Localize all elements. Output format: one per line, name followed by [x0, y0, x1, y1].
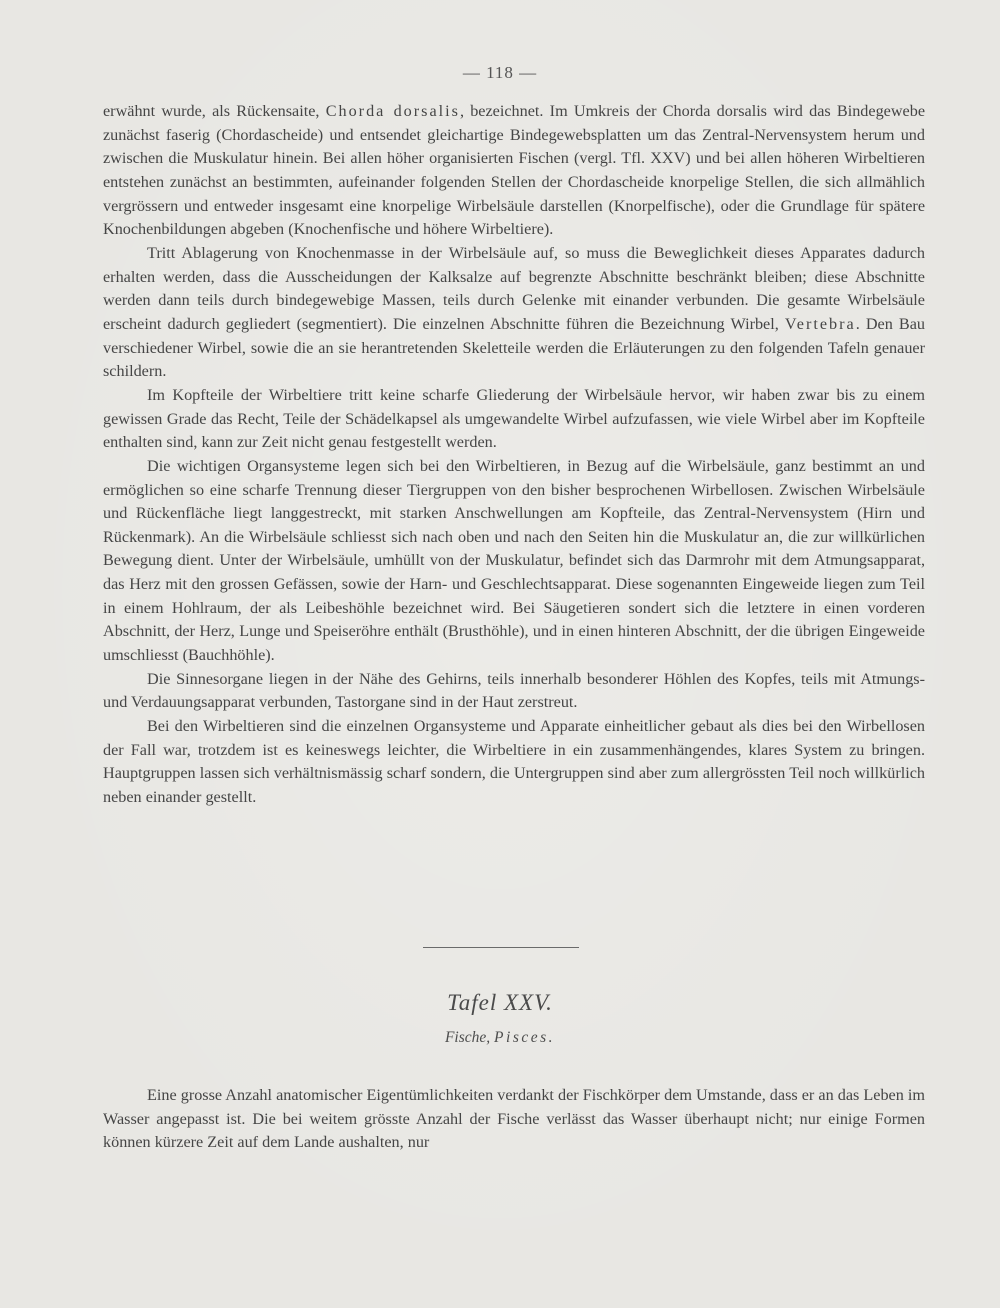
paragraph-chorda: [103, 100, 925, 242]
term-chorda-dorsalis: Chorda dorsalis: [325, 102, 460, 120]
paragraph-1-text-a: erwähnt wurde, als Rückensaite,: [103, 102, 326, 120]
section-body-text: [103, 1084, 925, 1155]
paragraph-4-text: Die wichtigen Organsysteme legen sich bei den Wirbeltieren, in Bezug auf die Wirbelsäule, ganz bestimmt an und ermöglichen so eine scharfe Trennung dieser Tiergruppen von den bisher besprochenen Wirbellosen. Zwischen Wirbelsäule und Rückenfläche liegt langgestreckt, mit starken Anschwellungen am Kopfteile, das Zentral-Nervensystem (Hirn und Rückenmark). An die Wirbelsäule schliesst sich nach oben und nach den Seiten hin die Muskulatur an, die zur willkürlichen Bewegung dient. Unter der Wirbelsäule, umhüllt von der Muskulatur, befindet sich das Darmrohr mit dem Atmungsapparat, das Herz mit den grossen Gefässen, sowie der Harn- und Geschlechtsapparat. Diese sogenannten Eingeweide liegen zum Teil in einem Hohlraum, der als Leibeshöhle bezeichnet wird. Bei Säugetieren sondert sich die letztere in einen vorderen Abschnitt, der Herz, Lunge und Speiseröhre enthält (Brusthöhle), und in einen hinteren Abschnitt, der die übrigen Eingeweide umschliesst (Bauchhöhle).: [103, 456, 925, 665]
paragraph-2-text-a: Tritt Ablagerung von Knochenmasse in der Wirbelsäule auf, so muss die Beweglichkeit dieses Apparates dadurch erhalten werden, dass die Ausscheidungen der Kalksalze auf begrenzte Abschnitte beschränkt bleiben; diese Abschnitte werden dann teils durch bindegewebige Massen, teils durch Gelenke mit einander verbunden. Die gesamte Wirbelsäule erscheint dadurch gegliedert (segmentiert). Die einzelnen Abschnitte führen die Bezeichnung Wirbel,: [103, 243, 925, 333]
section-subtitle-prefix: Fische,: [444, 1029, 495, 1046]
section-divider: [423, 947, 579, 948]
section-subtitle-latin: Pisces.: [494, 1029, 556, 1046]
paragraph-1-text-b: , bezeichnet. Im Umkreis der Chorda dorsalis wird das Bindegewebe zunächst faserig (Chordascheide) und entsendet gleichartige Bindegewebsplatten um das Zentral-Nervensystem herum und zwischen die Muskulatur hinein. Bei allen höher organisierten Fischen (vergl. Tfl. XXV) und bei allen höheren Wirbeltieren entstehen zunächst an bestimmten, aufeinander folgenden Stellen der Chordascheide knorpelige Stellen, die sich allmählich vergrössern und entweder insgesamt eine knorpelige Wirbelsäule darstellen (Knorpelfische), oder die Grundlage für spätere Knochenbildungen abgeben (Knochenfische und höhere Wirbeltiere).: [103, 102, 926, 239]
section-paragraph: Eine grosse Anzahl anatomischer Eigentümlichkeiten verdankt der Fischkörper dem Umstande, dass er an das Leben im Wasser angepasst ist. Die bei weitem grösste Anzahl der Fische verlässt das Wasser überhaupt nicht; nur einige Formen können kürzere Zeit auf dem Lande aushalten, nur: [103, 1086, 925, 1152]
page-number: — 118 —: [462, 63, 538, 82]
paragraph-6-text: Bei den Wirbeltieren sind die einzelnen Organsysteme und Apparate einheitlicher gebaut als dies bei den Wirbellosen der Fall war, trotzdem ist es keineswegs leichter, die Wirbeltiere in ein zusammenhängendes, klares System zu bringen. Hauptgruppen lassen sich verhältnismässig scharf sondern, die Untergruppen sind aber zum allergrössten Teil noch willkürlich neben einander gestellt.: [103, 717, 925, 807]
section-title: Tafel XXV.: [447, 990, 553, 1015]
paragraph-3-text: Im Kopfteile der Wirbeltiere tritt keine scharfe Gliederung der Wirbelsäule hervor, wir haben zwar bis zu einem gewissen Grade das Recht, Teile der Schädelkapsel als umgewandelte Wirbel aufzufassen, wie viele Wirbel aber im Kopfteile enthalten sind, kann zur Zeit nicht genau festgestellt werden.: [103, 385, 925, 452]
paragraph-knochenmasse: [103, 242, 925, 384]
paragraph-organsysteme: [103, 455, 925, 668]
paragraph-2-text-b: . Den Bau verschiedener Wirbel, sowie die an sie herantretenden Skeletteile werden die Erläuterungen zu den folgenden Tafeln genauer schildern.: [103, 314, 926, 381]
main-body-text: [103, 100, 925, 810]
paragraph-sinnesorgane: [103, 668, 925, 715]
paragraph-system: [103, 715, 925, 810]
paragraph-5-text: Die Sinnesorgane liegen in der Nähe des Gehirns, teils innerhalb besonderer Höhlen des Kopfes, teils mit Atmungs- und Verdauungsapparat verbunden, Tastorgane sind in der Haut zerstreut.: [103, 669, 925, 712]
paragraph-kopfteile: [103, 384, 925, 455]
section-subtitle: [0, 1029, 1000, 1047]
term-vertebra: Vertebra: [784, 314, 856, 333]
